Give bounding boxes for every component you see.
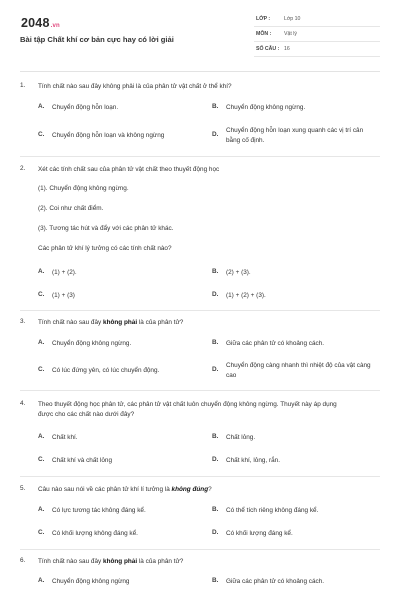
option-letter: C. [38, 291, 45, 298]
option-letter: B. [212, 268, 219, 275]
question-divider [20, 390, 380, 391]
question-divider [20, 549, 380, 550]
option-letter: A. [38, 339, 45, 346]
option-text: Chất khí, lỏng, rắn. [226, 457, 280, 464]
meta-value: Vật lý [284, 31, 297, 37]
option-letter: D. [212, 131, 219, 138]
option-letter: B. [212, 103, 219, 110]
question-number: 6. [20, 557, 26, 564]
option-text: Chất khí. [52, 434, 78, 441]
option-text: Giữa các phân tử có khoảng cách. [226, 578, 325, 585]
question-emphasis: không đúng [171, 486, 209, 493]
question-text: Tính chất nào sau đây không phải là của phân tử vật chất ở thể khí? [38, 83, 232, 90]
option-letter: A. [38, 268, 45, 275]
meta-count [254, 42, 380, 57]
question-text: Theo thuyết động học phân tử, các phân tử vật chất luôn chuyển động không ngừng. Thuyết này áp dụng được cho các chất nào dưới đây? [38, 401, 337, 418]
option-letter: C. [38, 366, 45, 373]
option-text: Có khối lượng đáng kể. [226, 530, 293, 537]
header-divider [20, 71, 380, 72]
question-text [38, 557, 373, 567]
meta-class [254, 12, 380, 27]
option-letter: B. [212, 506, 219, 513]
question-number: 1. [20, 82, 26, 89]
option-text: Chuyển động không ngừng. [52, 340, 132, 347]
option-text: Chuyển động không ngừng. [226, 104, 306, 111]
meta-subject [254, 27, 380, 42]
option-letter: A. [38, 433, 45, 440]
option-letter: A. [38, 577, 45, 584]
option-text: Giữa các phân tử có khoảng cách. [226, 340, 325, 347]
statement: (2). Coi như chất điểm. [38, 205, 104, 212]
question-text-part: Câu nào sau nói về các phân tử khí lí tưởng là [38, 486, 172, 493]
option-text: Chất khí và chất lỏng [52, 457, 113, 464]
page-header [0, 0, 400, 62]
question-text: Xét các tính chất sau của phân tử vật chất theo thuyết động học [38, 166, 220, 173]
question-text-part: là của phân tử? [137, 558, 184, 565]
question-emphasis: không phải [103, 319, 138, 326]
option-text: (2) + (3). [226, 269, 251, 276]
option-letter: D. [212, 529, 219, 536]
option-text: (1) + (3) [52, 292, 75, 299]
meta-label: SỐ CÂU : [256, 46, 280, 52]
option-letter: A. [38, 103, 45, 110]
option-text: Chất lỏng. [226, 434, 256, 441]
option-letter: B. [212, 433, 219, 440]
logo-suffix: .vn [50, 23, 60, 29]
meta-label: LỚP : [256, 16, 271, 22]
logo-text: 2048 [21, 16, 50, 30]
statement: (3). Tương tác hút và đẩy với các phân tử khác. [38, 225, 174, 232]
question-divider [20, 156, 380, 157]
question-text-part: ? [208, 486, 212, 493]
meta-value: 16 [284, 46, 290, 52]
statement: (1). Chuyển động không ngừng. [38, 185, 129, 192]
option-letter: D. [212, 366, 219, 373]
option-text: Chuyển động hỗn loạn. [52, 104, 119, 111]
question-text-part: Tính chất nào sau đây [38, 558, 104, 565]
question-number: 2. [20, 165, 26, 172]
question-number: 3. [20, 318, 26, 325]
option-text: Có lúc đứng yên, có lúc chuyển động. [52, 367, 160, 374]
option-letter: A. [38, 506, 45, 513]
question-text-part: là của phân tử? [137, 319, 184, 326]
question-text [38, 485, 373, 495]
option-letter: D. [212, 456, 219, 463]
option-text: Chuyển động không ngừng [52, 578, 130, 585]
option-text: Chuyển động hỗn loạn và không ngừng [52, 132, 165, 139]
meta-label: MÔN : [256, 31, 272, 37]
option-text: Có lực tương tác không đáng kể. [52, 507, 146, 514]
option-letter: C. [38, 529, 45, 536]
page-title: Bài tập Chất khí cơ bản cực hay có lời giải [20, 35, 174, 44]
site-logo[interactable] [21, 16, 60, 30]
option-letter: D. [212, 291, 219, 298]
question-emphasis: không phải [103, 558, 138, 565]
meta-value: Lớp 10 [284, 16, 301, 22]
statement: Các phân tử khí lý tưởng có các tính chất nào? [38, 245, 172, 252]
question-divider [20, 310, 380, 311]
option-text: (1) + (2) + (3). [226, 292, 266, 299]
option-letter: B. [212, 577, 219, 584]
option-letter: C. [38, 456, 45, 463]
question-divider [20, 476, 380, 477]
option-text: Có thể tích riêng không đáng kể. [226, 507, 319, 514]
option-text: Chuyển động càng nhanh thì nhiệt độ của vật càng cao [226, 362, 371, 379]
option-text: Chuyển động hỗn loạn xung quanh các vị trí cân bằng cố định. [226, 127, 364, 144]
option-text: (1) + (2). [52, 269, 77, 276]
option-text: Có khối lượng không đáng kể. [52, 530, 138, 537]
question-number: 5. [20, 485, 26, 492]
question-number: 4. [20, 400, 26, 407]
question-text [38, 318, 373, 328]
option-letter: C. [38, 131, 45, 138]
option-letter: B. [212, 339, 219, 346]
question-text-part: Tính chất nào sau đây [38, 319, 104, 326]
